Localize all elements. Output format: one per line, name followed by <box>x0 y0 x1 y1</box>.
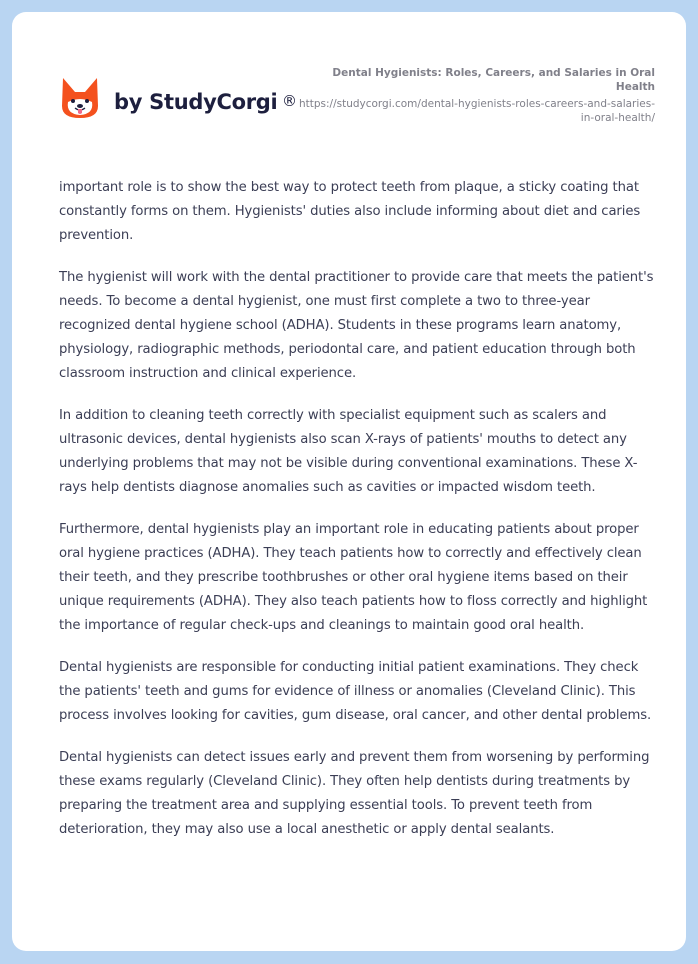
corgi-logo-icon <box>60 76 100 120</box>
studycorgi-logo[interactable] <box>60 76 277 120</box>
page-header <box>12 12 686 162</box>
paragraph: Furthermore, dental hygienists play an important role in educating patients about proper oral hygiene practices (ADHA). They teach patients how to correctly and effectively clean their teeth, and they prescribe toothbrushes or other oral hygiene items based on their unique requirements (ADHA). They also teach patients how to floss correctly and highlight the importance of regular check-ups and cleanings to maintain good oral health. <box>59 522 648 633</box>
registered-mark: ® <box>282 92 297 110</box>
document-title: Dental Hygienists: Roles, Careers, and Salaries in Oral Health <box>332 67 655 93</box>
paragraph: In addition to cleaning teeth correctly with specialist equipment such as scalers and ultrasonic devices, dental hygienists also scan X-rays of patients' mouths to detect any underlying problems that may not be visible during conventional examinations. These X-rays help dentists diagnose anomalies such as cavities or impacted wisdom teeth. <box>59 408 638 495</box>
paragraph: important role is to show the best way to protect teeth from plaque, a sticky coating that constantly forms on them. Hygienists' duties also include informing about diet and caries prevention. <box>59 180 641 243</box>
paragraph: Dental hygienists can detect issues early and prevent them from worsening by performing these exams regularly (Cleveland Clinic). They often help dentists during treatments by preparing the treatment area and supplying essential tools. To prevent teeth from deterioration, they may also use a local anesthetic or apply dental sealants. <box>59 750 650 837</box>
paragraph: The hygienist will work with the dental practitioner to provide care that meets the patient's needs. To become a dental hygienist, one must first complete a two to three-year recognized dental hygiene school (ADHA). Students in these programs learn anatomy, physiology, radiographic methods, periodontal care, and patient education through both classroom instruction and clinical experience. <box>59 270 654 381</box>
article-body <box>59 176 659 860</box>
document-meta <box>295 66 655 125</box>
paragraph: Dental hygienists are responsible for conducting initial patient examinations. They check the patients' teeth and gums for evidence of illness or anomalies (Cleveland Clinic). This process involves looking for cavities, gum disease, oral cancer, and other dental problems. <box>59 660 652 723</box>
brand-name: by StudyCorgi <box>114 90 278 114</box>
document-card <box>12 12 686 951</box>
document-url[interactable]: https://studycorgi.com/dental-hygienists-roles-careers-and-salaries-in-oral-health/ <box>298 98 655 124</box>
